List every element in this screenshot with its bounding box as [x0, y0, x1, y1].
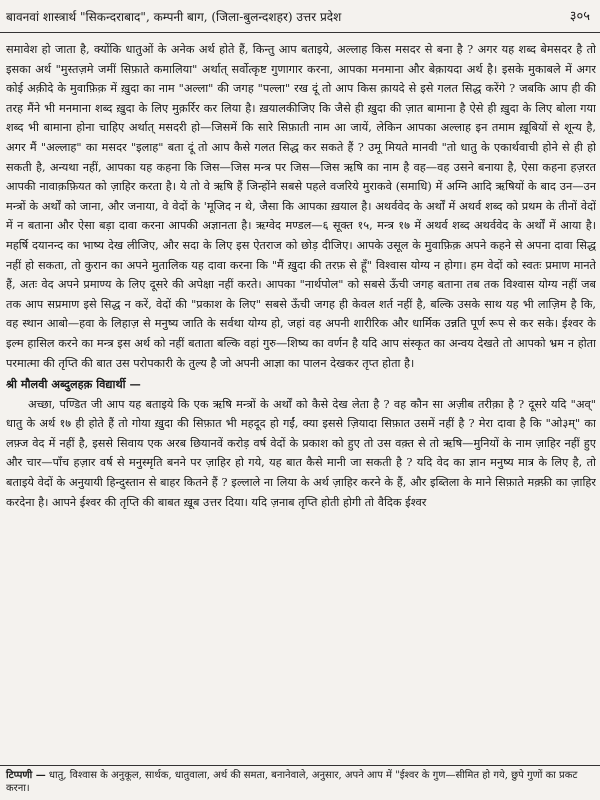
speaker-heading: श्री मौलवी अब्दुलहक़ विद्यार्थी —	[6, 377, 141, 392]
footnote-label: टिप्पणी —	[6, 770, 46, 781]
paragraph: समावेश हो जाता है, क्योंकि धातुओं के अनेक अर्थ होते हैं, किन्तु आप बताइये, अल्लाह किस मसदर से बना है ? अगर यह शब्द बेमसदर है तो इसका अर्थ "मुस्तज़मे जमीं सिफ़ाते कमालिया" अर्थात् सर्वोत्कृष्ट गुणागार करना, आपका मनमाना और बेक़ायदा अर्थ है। इसके मुकाबले में अगर कोई अक़ीदे के मुवाफ़िक़ में ख़ुदा का नाम "अल्ला" की जगह "पल्ला" रख दूं तो आप किस क़ायदे से इसे गलत सिद्ध करेंगे ? जबकि आप ही की तरह मैंने भी मनमाना शब्द ख़ुदा के लिए मुक़र्रिर कर लिया है। ख़यालकीजिए कि जैसे ही ख़ुदा की ज़ात बामाना है ऐसे ही ख़ुदा के लिए बोला गया शब्द भी बामाना होना चाहिए अर्थात् मसदरी हो—जिसमें कि सारे सिफ़ाती नाम आ जायें, लेकिन आपका अल्लाह इन तमाम ख़ूबियों से शून्य है, अगर मैं "अल्लाह" का मसदर "इलाह" बता दूं तो आप कैसे गलत सिद्ध कर सकते हैं ? उमू मियते मानवी "तो धातु के एकार्थवाची होने से ही हो सकती है, अन्यथा नहीं, आपका यह कहना कि जिस—जिस मन्त्र पर जिस—जिस ऋषि का नाम है वह—वह उसने बनाया है, ऐसा कहना हज़रत आपकी नावाक़फ़ियत को ज़ाहिर करता है। ये तो वे ऋषि हैं जिन्होंने सबसे पहले वजरिये मुराकवे (समाधि) में अग्नि आदि ऋषियों के बाद उन—उन मन्त्रों के अर्थों को जाना, और जनाया, वे वेदों के 'मूजिद न थे, जैसा कि आपका ख़याल है। अथर्ववेद के अर्थों में अथर्व शब्द को प्रथम के तीनों वेदों में न बताना और ऐसा बड़ा दावा करना आपकी अज्ञानता है। ऋग्वेद मण्डल—६ सूक्त १५, मन्त्र १७ में अथर्व शब्द अथर्ववेद के अर्थों में आया है। महर्षि दयानन्द का भाष्य देख लीजिए, और सदा के लिए इस ऐतराज को छोड़ दीजिए। आपके उसूल के मुवाफ़िक़ अपने कहने से अपना दावा सिद्ध नहीं हो सकता, तो कुरान का अपने मुतालिक यह दावा करना कि "मैं ख़ुदा की तरफ़ से हूँ" विश्वास योग्य न होगा। हम वेदों को स्वतः प्रमाण मानते हैं, अतः वेद अपने प्रमाण्य के लिए दूसरे की अपेक्षा नहीं करते। आपका "नार्थपोल" को सबसे ऊँची जगह बताना तब तक विश्वास योग्य नहीं जब तक आप सप्रमाण इसे सिद्ध न करें, वेदों की "प्रकाश के लिए" सबसे ऊँची जगह ही केवल शर्त नहीं है, बल्कि उसके साथ यह भी लाज़िम है कि, वह स्थान आबो—हवा के लिहाज़ से मनुष्य जाति के सर्वथा योग्य हो, जहां वह अपनी शारीरिक और धार्मिक उन्नति पूर्ण रूप से कर सके। ईश्वर के इल्म हासिल करने का मन्त्र इस अर्थ को नहीं बताता बल्कि वहां गुरु—शिष्य का वर्णन है यदि आप संस्कृत का अन्वय देखते तो आपको भ्रम न होता परमात्मा की तृप्ति की बात उस परोपकारी के तुल्य है जो अपनी आज्ञा का पालन देखकर तृप्त होता है।	[6, 43, 596, 370]
page-number: ३०५	[569, 9, 590, 24]
body-text	[6, 40, 596, 760]
footnote-rule	[0, 765, 600, 766]
speech-paragraph: अच्छा, पण्डित जी आप यह बताइये कि एक ऋषि मन्त्रों के अर्थों को कैसे देख लेता है ? वह कौन सा अज़ीब तरीक़ा है ? दूसरे यदि "अव्" धातु के अर्थ १७ ही होते हैं तो गोया ख़ुदा की सिफ़ात भी महदूद हो गईं, क्या इससे ज़ियादा सिफ़ात उसमें नहीं है ? मेरा दावा है कि "ओ३म्" का लफ़्ज वेद में नहीं है, इससे सिवाय एक अरब छियानवें करोड़ वर्ष वेदों के प्रकाश को हुए तो उस वक़्त से तो ऋषि—मुनियों के नाम ज़ाहिर नहीं हुए और चार—पाँच हज़ार वर्ष से मनुस्मृति बनने पर ज़ाहिर हो गये, यह बात कैसे मानी जा सकती है ? यदि वेद का ज्ञान मनुष्य मात्र के लिए है, तो बताइये वेदों के अनुयायी हिन्दुस्तान से बाहर कितने हैं ? इल्लाले ना लिया के अर्थ ज़ाहिर करने के हैं, और इब्तिला के माने सिफ़ाते मक़्फ़ी का ज़ाहिर करदेना है। आपने ईश्वर की तृप्ति की बाबत ख़ूब उत्तर दिया। यदि ज़नाब तृप्ति होती होगी तो वैदिक ईश्वर	[6, 397, 596, 509]
header-rule	[0, 32, 600, 33]
running-title: बावनवां शास्त्रार्थ "सिकन्दराबाद", कम्पनी बाग, (जिला-बुलन्दशहर) उत्तर प्रदेश	[6, 10, 342, 24]
page-header	[0, 6, 600, 28]
footnote-text: धातु, विश्वास के अनुकूल, सार्थक, धातुवाला, अर्थ की समता, बनानेवाले, अनुसार, अपने आप में "ईश्वर के गुण—सीमित हो गये, छुपे गुणों का प्रकट करना।	[6, 770, 578, 794]
footnotes	[6, 769, 596, 795]
